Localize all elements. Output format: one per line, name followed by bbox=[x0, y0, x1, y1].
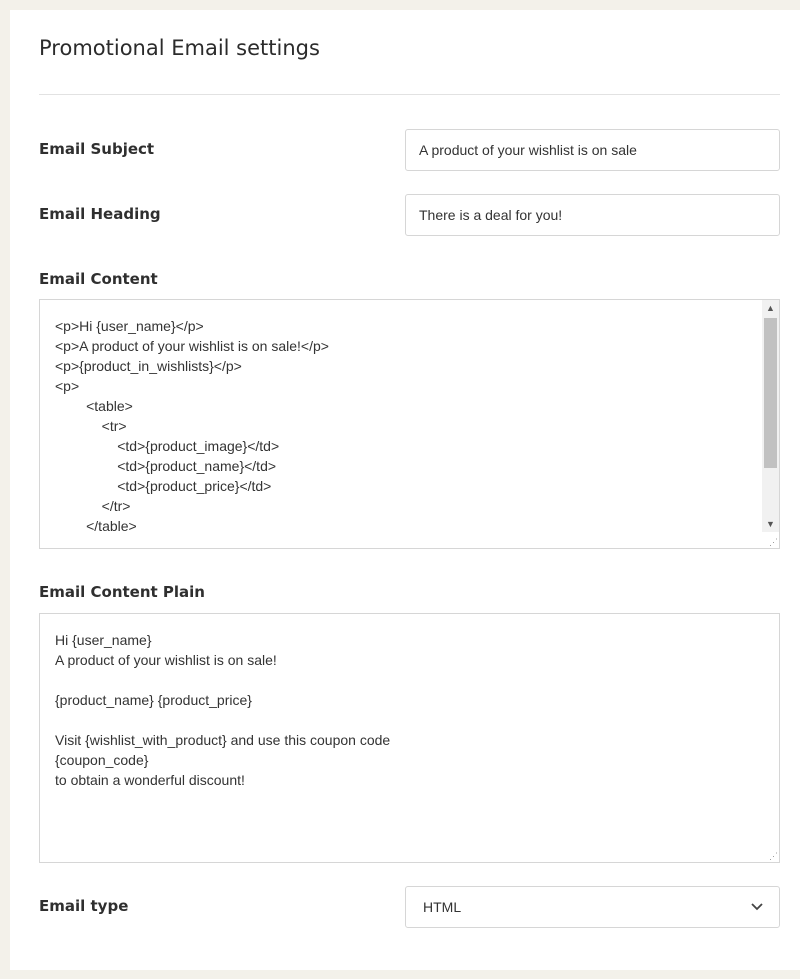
email-content-plain-text: Hi {user_name} A product of your wishlist is on sale! {product_name} {product_price} Visit {wishlist_with_product} and use this coupon code {coupon_code} to obtain a wonderful discount! bbox=[55, 632, 391, 788]
email-content-textarea[interactable] bbox=[39, 299, 780, 549]
page-title: Promotional Email settings bbox=[39, 36, 320, 60]
email-content-plain-textarea[interactable] bbox=[39, 613, 780, 863]
scroll-thumb[interactable] bbox=[764, 318, 777, 468]
email-heading-input[interactable] bbox=[405, 194, 780, 236]
email-content-text: <p>Hi {user_name}</p> <p>A product of your wishlist is on sale!</p> <p>{product_in_wishlists}</p> <p> <table> <tr> <td>{product_image}</td> <td>{product_name}</td> <td>{product_price}</td> </tr> </table> bbox=[55, 318, 329, 534]
resize-grip-icon[interactable]: ⋰ bbox=[769, 537, 778, 547]
email-subject-label: Email Subject bbox=[39, 140, 155, 158]
email-content-label: Email Content bbox=[39, 270, 158, 288]
email-type-selected-value: HTML bbox=[423, 899, 462, 915]
email-type-select[interactable] bbox=[405, 886, 780, 928]
email-subject-input[interactable] bbox=[405, 129, 780, 171]
chevron-down-icon bbox=[749, 899, 765, 915]
email-content-plain-label: Email Content Plain bbox=[39, 583, 205, 601]
resize-grip-icon[interactable]: ⋰ bbox=[769, 851, 778, 861]
email-content-scrollbar[interactable] bbox=[762, 300, 779, 532]
settings-panel bbox=[10, 10, 800, 970]
scroll-down-arrow-icon[interactable]: ▼ bbox=[766, 519, 775, 529]
title-divider bbox=[39, 94, 780, 95]
email-heading-label: Email Heading bbox=[39, 205, 161, 223]
email-type-label: Email type bbox=[39, 897, 129, 915]
scroll-up-arrow-icon[interactable]: ▲ bbox=[766, 303, 775, 313]
